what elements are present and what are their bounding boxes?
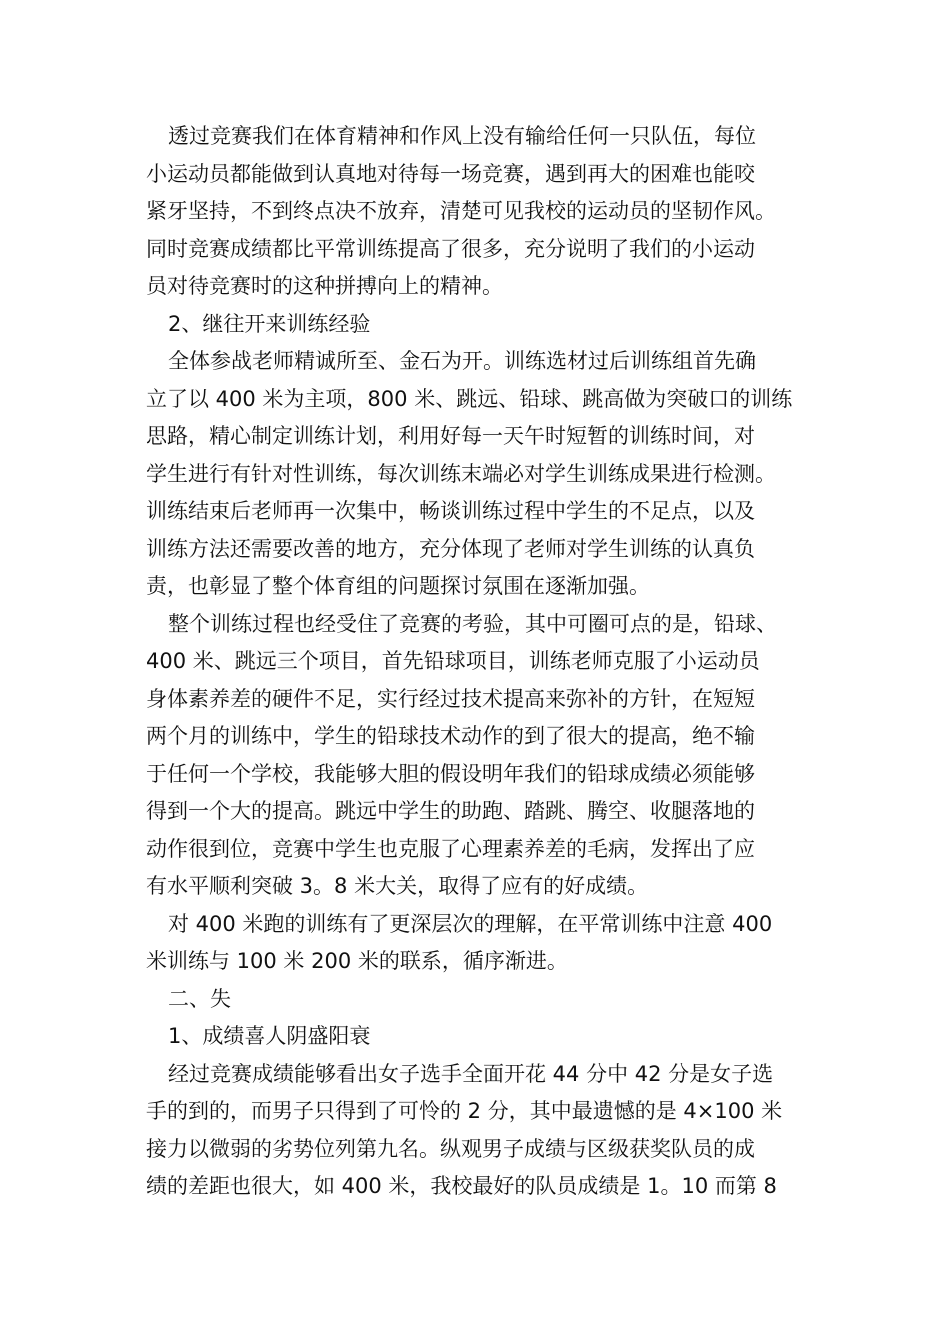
- text-line: 训练方法还需要改善的地方，充分体现了老师对学生训练的认真负: [146, 536, 755, 561]
- text-line: 米训练与 100 米 200 米的联系，循序渐进。: [146, 949, 568, 973]
- text-line: 接力以微弱的劣势位列第九名。纵观男子成绩与区级获奖队员的成: [146, 1136, 755, 1161]
- text-line: 责，也彰显了整个体育组的问题探讨氛围在逐渐加强。: [146, 574, 650, 598]
- text-line: 小运动员都能做到认真地对待每一场竞赛，遇到再大的困难也能咬: [146, 161, 755, 186]
- text-line: 1、成绩喜人阴盛阳衰: [168, 1024, 371, 1048]
- text-line: 有水平顺利突破 3。8 米大关，取得了应有的好成绩。: [146, 874, 649, 898]
- document-body: [146, 118, 826, 1206]
- text-line: 2、继往开来训练经验: [168, 311, 371, 336]
- text-line: 经过竞赛成绩能够看出女子选手全面开花 44 分中 42 分是女子选: [168, 1061, 774, 1086]
- text-line: 手的到的，而男子只得到了可怜的 2 分，其中最遗憾的是 4×100 米: [146, 1099, 783, 1123]
- text-line: 员对待竞赛时的这种拼搏向上的精神。: [146, 274, 503, 298]
- text-line: 身体素养差的硬件不足，实行经过技术提高来弥补的方针，在短短: [146, 686, 755, 711]
- text-line: 立了以 400 米为主项，800 米、跳远、铅球、跳高做为突破口的训练: [146, 386, 793, 411]
- text-line: 同时竞赛成绩都比平常训练提高了很多，充分说明了我们的小运动: [146, 236, 755, 261]
- text-line: 训练结束后老师再一次集中，畅谈训练过程中学生的不足点，以及: [146, 499, 755, 523]
- text-line: 透过竞赛我们在体育精神和作风上没有输给任何一只队伍，每位: [168, 124, 756, 148]
- text-line: 紧牙坚持，不到终点决不放弃，清楚可见我校的运动员的坚韧作风。: [146, 199, 776, 223]
- text-line: 动作很到位，竞赛中学生也克服了心理素养差的毛病，发挥出了应: [146, 836, 755, 861]
- text-line: 于任何一个学校，我能够大胆的假设明年我们的铅球成绩必须能够: [146, 761, 755, 786]
- text-line: 绩的差距也很大，如 400 米，我校最好的队员成绩是 1。10 而第 8: [146, 1174, 777, 1198]
- text-line: 400 米、跳远三个项目，首先铅球项目，训练老师克服了小运动员: [146, 649, 760, 673]
- text-line: 得到一个大的提高。跳远中学生的助跑、踏跳、腾空、收腿落地的: [146, 799, 755, 823]
- text-line: 二、失: [168, 986, 231, 1011]
- text-line: 学生进行有针对性训练，每次训练末端必对学生训练成果进行检测。: [146, 461, 776, 486]
- text-line: 全体参战老师精诚所至、金石为开。训练选材过后训练组首先确: [168, 349, 756, 373]
- text-line: 整个训练过程也经受住了竞赛的考验，其中可圈可点的是，铅球、: [168, 611, 777, 636]
- text-line: 两个月的训练中，学生的铅球技术动作的到了很大的提高，绝不输: [146, 724, 755, 748]
- text-line: 思路，精心制定训练计划，利用好每一天午时短暂的训练时间，对: [146, 424, 755, 448]
- text-line: 对 400 米跑的训练有了更深层次的理解，在平常训练中注意 400: [168, 911, 773, 936]
